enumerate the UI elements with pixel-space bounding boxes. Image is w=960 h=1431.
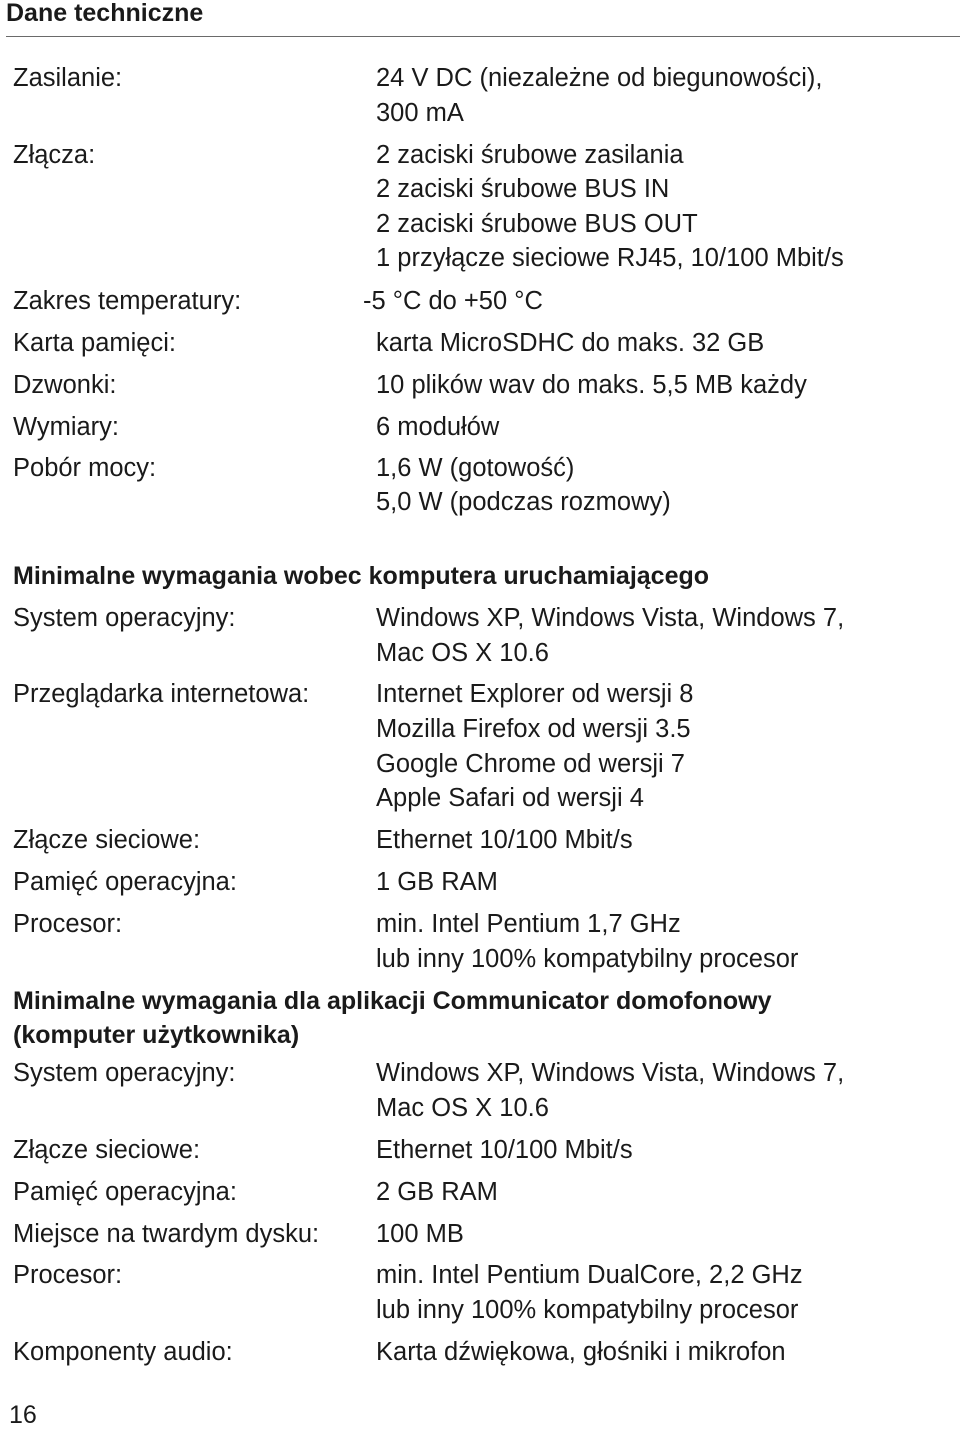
spec-label-karta: Karta pamięci: (13, 329, 176, 357)
spec-label-zasilanie: Zasilanie: (13, 64, 123, 92)
spec-value-karta: karta MicroSDHC do maks. 32 GB (376, 329, 765, 357)
s1-value-memory: 1 GB RAM (376, 868, 498, 896)
s2-label-disk: Miejsce na twardym dysku: (13, 1220, 320, 1248)
spec-value-zlacza-3: 2 zaciski śrubowe BUS OUT (376, 210, 698, 238)
spec-value-dzwonki: 10 plików wav do maks. 5,5 MB każdy (376, 371, 807, 399)
s1-label-network: Złącze sieciowe: (13, 826, 201, 854)
section-heading-communicator-line1: Minimalne wymagania dla aplikacji Communicator domofonowy (13, 987, 772, 1015)
s2-value-system-1: Windows XP, Windows Vista, Windows 7, (376, 1059, 845, 1087)
s1-value-cpu-1: min. Intel Pentium 1,7 GHz (376, 910, 681, 938)
spec-label-pobor: Pobór mocy: (13, 454, 157, 482)
spec-label-zlacza: Złącza: (13, 141, 96, 169)
spec-label-dzwonki: Dzwonki: (13, 371, 117, 399)
spec-value-pobor-2: 5,0 W (podczas rozmowy) (376, 488, 671, 516)
s2-value-memory: 2 GB RAM (376, 1178, 498, 1206)
s2-label-memory: Pamięć operacyjna: (13, 1178, 237, 1206)
title-divider (6, 36, 960, 37)
s1-value-system-1: Windows XP, Windows Vista, Windows 7, (376, 604, 845, 632)
page-number: 16 (9, 1401, 37, 1429)
s2-label-cpu: Procesor: (13, 1261, 123, 1289)
s1-value-browser-2: Mozilla Firefox od wersji 3.5 (376, 715, 691, 743)
s2-value-audio: Karta dźwiękowa, głośniki i mikrofon (376, 1338, 786, 1366)
s1-value-browser-4: Apple Safari od wersji 4 (376, 784, 644, 812)
s1-value-network: Ethernet 10/100 Mbit/s (376, 826, 633, 854)
spec-value-wymiary: 6 modułów (376, 413, 500, 441)
page-title: Dane techniczne (6, 0, 204, 27)
spec-value-zlacza-1: 2 zaciski śrubowe zasilania (376, 141, 684, 169)
spec-value-zakres: -5 °C do +50 °C (363, 287, 543, 315)
section-heading-communicator-line2: (komputer użytkownika) (13, 1021, 300, 1049)
spec-value-zasilanie-1: 24 V DC (niezależne od biegunowości), (376, 64, 823, 92)
s1-label-browser: Przeglądarka internetowa: (13, 680, 310, 708)
s1-label-cpu: Procesor: (13, 910, 123, 938)
s1-value-browser-3: Google Chrome od wersji 7 (376, 750, 685, 778)
s1-label-memory: Pamięć operacyjna: (13, 868, 237, 896)
spec-label-wymiary: Wymiary: (13, 413, 120, 441)
spec-value-zlacza-2: 2 zaciski śrubowe BUS IN (376, 175, 670, 203)
s2-value-disk: 100 MB (376, 1220, 464, 1248)
s1-label-system: System operacyjny: (13, 604, 236, 632)
s2-label-system: System operacyjny: (13, 1059, 236, 1087)
s2-value-cpu-1: min. Intel Pentium DualCore, 2,2 GHz (376, 1261, 803, 1289)
s2-value-network: Ethernet 10/100 Mbit/s (376, 1136, 633, 1164)
s1-value-cpu-2: lub inny 100% kompatybilny procesor (376, 945, 799, 973)
s2-label-audio: Komponenty audio: (13, 1338, 233, 1366)
spec-value-pobor-1: 1,6 W (gotowość) (376, 454, 575, 482)
s2-value-system-2: Mac OS X 10.6 (376, 1094, 549, 1122)
s1-value-browser-1: Internet Explorer od wersji 8 (376, 680, 694, 708)
section-heading-computer-requirements: Minimalne wymagania wobec komputera uruchamiającego (13, 562, 710, 590)
s1-value-system-2: Mac OS X 10.6 (376, 639, 549, 667)
s2-value-cpu-2: lub inny 100% kompatybilny procesor (376, 1296, 799, 1324)
s2-label-network: Złącze sieciowe: (13, 1136, 201, 1164)
spec-value-zlacza-4: 1 przyłącze sieciowe RJ45, 10/100 Mbit/s (376, 244, 844, 272)
spec-value-zasilanie-2: 300 mA (376, 99, 464, 127)
spec-label-zakres: Zakres temperatury: (13, 287, 242, 315)
